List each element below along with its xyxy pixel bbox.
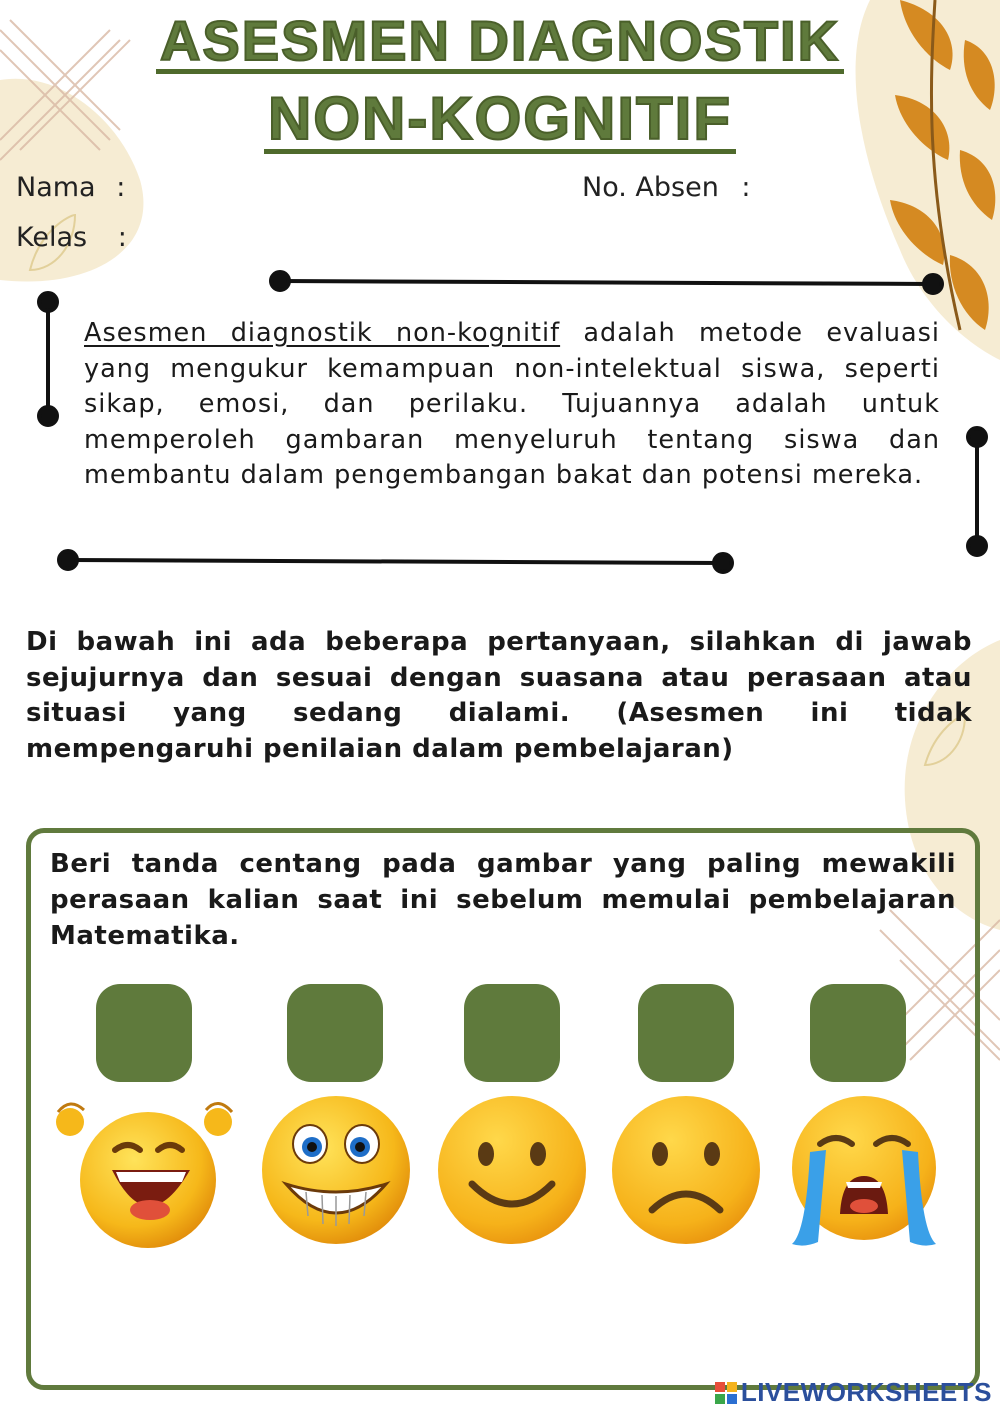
class-label: Kelas <box>16 222 88 253</box>
page-title: ASESMEN DIAGNOSTIK <box>0 8 1000 74</box>
crying-emoji-icon <box>784 1092 944 1252</box>
grinning-emoji-icon <box>258 1092 418 1252</box>
answer-box-crying[interactable] <box>810 984 906 1082</box>
frame-lines <box>0 0 1000 620</box>
class-field[interactable]: Kelas : <box>16 222 127 253</box>
definition-term: Asesmen diagnostik non-kognitif <box>84 318 561 348</box>
question-text: Beri tanda centang pada gambar yang paling mewakili perasaan kalian saat ini sebelum memulai pembelajaran Matematika. <box>50 849 956 951</box>
liveworksheets-icon <box>715 1382 737 1404</box>
name-label: Nama <box>16 172 96 203</box>
answer-box-smiling[interactable] <box>464 984 560 1082</box>
answer-box-grinning[interactable] <box>287 984 383 1082</box>
frowning-emoji-icon <box>608 1092 768 1252</box>
answer-box-frowning[interactable] <box>638 984 734 1082</box>
name-field[interactable]: Nama : <box>16 172 126 203</box>
liveworksheets-logo[interactable]: LIVEWORKSHEETS <box>715 1377 992 1408</box>
very-happy-emoji-icon <box>50 1092 240 1252</box>
smiling-emoji-icon <box>434 1092 594 1252</box>
instructions-text: Di bawah ini ada beberapa pertanyaan, silahkan di jawab sejujurnya dan sesuai dengan suasana atau perasaan atau situasi yang sedang dialami. (Asesmen ini tidak mempengaruhi penilaian dalam pembelajaran) <box>26 627 972 764</box>
absen-label: No. Absen <box>582 172 719 203</box>
page-subtitle: NON-KOGNITIF <box>0 84 1000 154</box>
answer-box-very-happy[interactable] <box>96 984 192 1082</box>
absen-field[interactable]: No. Absen : <box>582 172 751 203</box>
definition-paragraph <box>84 316 940 494</box>
definition-body: adalah metode evaluasi yang mengukur kemampuan non-intelektual siswa, seperti sikap, emosi, dan perilaku. Tujuannya adalah untuk memperoleh gambaran menyeluruh tentang siswa dan membantu dalam pengembangan bakat dan potensi mereka. <box>84 318 941 490</box>
